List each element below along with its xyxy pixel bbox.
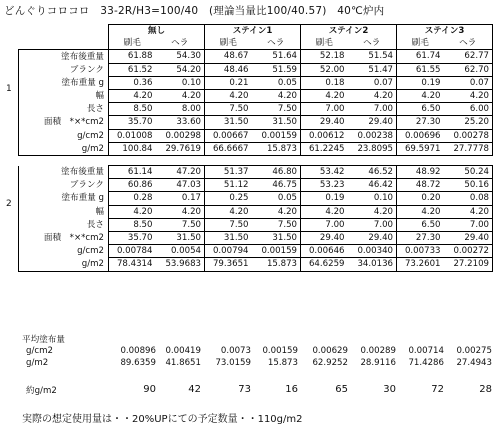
table-row: [19, 179, 493, 192]
value-cell: 46.75: [252, 179, 301, 192]
value-cell: 51.37: [205, 166, 252, 179]
table-row: [19, 205, 493, 218]
subheader-row: [19, 37, 493, 50]
value-cell: 4.20: [109, 90, 156, 103]
value-cell: 33.60: [156, 116, 205, 129]
column-group-header: 無し: [109, 25, 205, 38]
value-cell: 0.17: [156, 192, 205, 205]
value-cell: 16: [285, 384, 298, 395]
table-row: [19, 166, 493, 179]
value-cell: 29.40: [348, 116, 397, 129]
value-cell: 0.00714: [408, 346, 444, 356]
value-cell: 6.50: [397, 218, 444, 231]
table-row: [19, 50, 493, 63]
table-row: [19, 116, 493, 129]
table-row: [19, 142, 493, 155]
value-cell: 51.59: [252, 63, 301, 76]
corner-cell: [19, 25, 109, 38]
value-cell: 61.52: [109, 63, 156, 76]
value-cell: 0.01008: [109, 129, 156, 142]
value-cell: 47.03: [156, 179, 205, 192]
row-label: 約g/m2: [26, 386, 57, 396]
row-label: 面積 *×*cm2: [19, 232, 109, 245]
average-heading: 平均塗布量: [22, 335, 65, 345]
value-cell: 50.24: [444, 166, 493, 179]
row-label: 面積 *×*cm2: [19, 116, 109, 129]
row-label: 長さ: [19, 103, 109, 116]
value-cell: 4.20: [301, 205, 348, 218]
value-cell: 53.23: [301, 179, 348, 192]
value-cell: 28.9116: [360, 358, 396, 368]
column-group-header: ステイン1: [205, 25, 301, 38]
value-cell: 62.70: [444, 63, 493, 76]
table-row: [19, 90, 493, 103]
table-row: [19, 192, 493, 205]
value-cell: 0.00238: [348, 129, 397, 142]
header-row: [19, 25, 493, 38]
value-cell: 31.50: [252, 116, 301, 129]
table-row: [19, 218, 493, 231]
value-cell: 23.8095: [348, 142, 397, 155]
value-cell: 31.50: [252, 232, 301, 245]
value-cell: 73.0159: [215, 358, 251, 368]
table-row: [19, 245, 493, 258]
page-title: どんぐりコロコロ 33-2R/H3=100/40 (理論当量比100/40.57) 40℃炉内: [4, 5, 385, 17]
row-label: 塗布重量 g: [19, 76, 109, 89]
value-cell: 27.7778: [444, 142, 493, 155]
row-label: 幅: [19, 90, 109, 103]
value-cell: 8.50: [109, 103, 156, 116]
value-cell: 0.00794: [205, 245, 252, 258]
value-cell: 8.50: [109, 218, 156, 231]
value-cell: 53.9683: [156, 258, 205, 271]
value-cell: 54.30: [156, 50, 205, 63]
column-subheader: ヘラ: [156, 37, 205, 50]
value-cell: 78.4314: [109, 258, 156, 271]
value-cell: 7.00: [444, 218, 493, 231]
value-cell: 0.00629: [312, 346, 348, 356]
value-cell: 54.20: [156, 63, 205, 76]
value-cell: 65: [335, 384, 348, 395]
value-cell: 7.50: [205, 218, 252, 231]
value-cell: 7.00: [301, 103, 348, 116]
column-group-header: ステイン2: [301, 25, 397, 38]
value-cell: 61.14: [109, 166, 156, 179]
table-row: [19, 63, 493, 76]
value-cell: 61.55: [397, 63, 444, 76]
value-cell: 0.21: [205, 76, 252, 89]
column-subheader: ヘラ: [252, 37, 301, 50]
value-cell: 15.873: [267, 358, 298, 368]
column-subheader: 刷毛: [397, 37, 444, 50]
value-cell: 6.50: [397, 103, 444, 116]
value-cell: 0.05: [252, 76, 301, 89]
value-cell: 0.00278: [444, 129, 493, 142]
row-label: 塗布後重量: [19, 50, 109, 63]
value-cell: 50.16: [444, 179, 493, 192]
value-cell: 15.873: [252, 142, 301, 155]
value-cell: 48.67: [205, 50, 252, 63]
value-cell: 7.50: [252, 218, 301, 231]
value-cell: 4.20: [205, 90, 252, 103]
value-cell: 15.873: [252, 258, 301, 271]
value-cell: 7.50: [205, 103, 252, 116]
column-subheader: 刷毛: [301, 37, 348, 50]
footer-note: 実際の想定使用量は・・20%UPにての予定数量・・110g/m2: [22, 414, 303, 425]
value-cell: 4.20: [252, 90, 301, 103]
value-cell: 4.20: [205, 205, 252, 218]
value-cell: 62.77: [444, 50, 493, 63]
column-subheader: 刷毛: [109, 37, 156, 50]
value-cell: 46.42: [348, 179, 397, 192]
value-cell: 4.20: [156, 90, 205, 103]
value-cell: 0.00896: [120, 346, 156, 356]
table-row: [19, 103, 493, 116]
value-cell: 7.00: [348, 103, 397, 116]
value-cell: 4.20: [397, 90, 444, 103]
value-cell: 29.40: [444, 232, 493, 245]
value-cell: 30: [383, 384, 396, 395]
table-row: [19, 232, 493, 245]
value-cell: 4.20: [397, 205, 444, 218]
value-cell: 69.5971: [397, 142, 444, 155]
value-cell: 0.28: [109, 192, 156, 205]
value-cell: 0.00646: [301, 245, 348, 258]
value-cell: 0.00272: [444, 245, 493, 258]
row-label: 幅: [19, 205, 109, 218]
value-cell: 0.07: [348, 76, 397, 89]
value-cell: 25.20: [444, 116, 493, 129]
row-label: g/m2: [26, 358, 49, 368]
value-cell: 73: [238, 384, 251, 395]
row-label: g/m2: [19, 142, 109, 155]
data-table: [18, 24, 493, 272]
value-cell: 100.84: [109, 142, 156, 155]
value-cell: 0.19: [397, 76, 444, 89]
value-cell: 6.00: [444, 103, 493, 116]
value-cell: 27.4943: [456, 358, 492, 368]
value-cell: 0.10: [348, 192, 397, 205]
value-cell: 31.50: [205, 232, 252, 245]
row-label: 塗布重量 g: [19, 192, 109, 205]
value-cell: 51.47: [348, 63, 397, 76]
value-cell: 35.70: [109, 116, 156, 129]
value-cell: 0.19: [301, 192, 348, 205]
value-cell: 61.88: [109, 50, 156, 63]
value-cell: 66.6667: [205, 142, 252, 155]
value-cell: 0.18: [301, 76, 348, 89]
value-cell: 51.54: [348, 50, 397, 63]
value-cell: 35.70: [109, 232, 156, 245]
column-subheader: 刷毛: [205, 37, 252, 50]
value-cell: 0.07: [444, 76, 493, 89]
value-cell: 61.2245: [301, 142, 348, 155]
row-label: g/m2: [19, 258, 109, 271]
value-cell: 46.52: [348, 166, 397, 179]
block-label-2: 2: [6, 199, 12, 209]
value-cell: 0.00340: [348, 245, 397, 258]
average-row-gm2: [18, 358, 492, 370]
row-label: g/cm2: [26, 346, 53, 356]
value-cell: 0.00159: [252, 245, 301, 258]
value-cell: 29.7619: [156, 142, 205, 155]
value-cell: 90: [143, 384, 156, 395]
value-cell: 89.6359: [120, 358, 156, 368]
value-cell: 60.86: [109, 179, 156, 192]
value-cell: 51.12: [205, 179, 252, 192]
value-cell: 7.50: [252, 103, 301, 116]
value-cell: 0.00733: [397, 245, 444, 258]
value-cell: 8.00: [156, 103, 205, 116]
row-label: 塗布後重量: [19, 166, 109, 179]
value-cell: 41.8651: [165, 358, 201, 368]
value-cell: 48.46: [205, 63, 252, 76]
column-subheader: ヘラ: [348, 37, 397, 50]
value-cell: 0.00696: [397, 129, 444, 142]
value-cell: 4.20: [444, 90, 493, 103]
value-cell: 51.64: [252, 50, 301, 63]
value-cell: 61.74: [397, 50, 444, 63]
value-cell: 29.40: [348, 232, 397, 245]
value-cell: 73.2601: [397, 258, 444, 271]
value-cell: 27.30: [397, 232, 444, 245]
value-cell: 29.40: [301, 232, 348, 245]
value-cell: 46.80: [252, 166, 301, 179]
value-cell: 52.18: [301, 50, 348, 63]
value-cell: 0.00275: [456, 346, 492, 356]
value-cell: 7.00: [301, 218, 348, 231]
value-cell: 0.08: [444, 192, 493, 205]
block-label-1: 1: [6, 84, 12, 94]
value-cell: 0.36: [109, 76, 156, 89]
row-label: ブランク: [19, 63, 109, 76]
value-cell: 0.00289: [360, 346, 396, 356]
value-cell: 0.20: [397, 192, 444, 205]
value-cell: 7.50: [156, 218, 205, 231]
value-cell: 4.20: [252, 205, 301, 218]
column-group-header: ステイン3: [397, 25, 493, 38]
value-cell: 0.00159: [262, 346, 298, 356]
value-cell: 4.20: [348, 205, 397, 218]
value-cell: 72: [431, 384, 444, 395]
value-cell: 0.10: [156, 76, 205, 89]
spacer-cell: [19, 156, 493, 166]
table-row: [19, 258, 493, 271]
value-cell: 0.05: [252, 192, 301, 205]
average-row-gcm2: [18, 346, 492, 358]
value-cell: 7.00: [348, 218, 397, 231]
value-cell: 0.00159: [252, 129, 301, 142]
value-cell: 0.0054: [156, 245, 205, 258]
value-cell: 28: [479, 384, 492, 395]
value-cell: 34.0136: [348, 258, 397, 271]
value-cell: 29.40: [301, 116, 348, 129]
corner-cell: [19, 37, 109, 50]
value-cell: 53.42: [301, 166, 348, 179]
row-label: g/cm2: [19, 245, 109, 258]
value-cell: 0.00419: [165, 346, 201, 356]
value-cell: 47.20: [156, 166, 205, 179]
value-cell: 0.00298: [156, 129, 205, 142]
value-cell: 31.50: [156, 232, 205, 245]
value-cell: 27.2109: [444, 258, 493, 271]
table-row: [19, 76, 493, 89]
value-cell: 62.9252: [312, 358, 348, 368]
value-cell: 4.20: [109, 205, 156, 218]
value-cell: 4.20: [301, 90, 348, 103]
approx-row: [18, 384, 492, 396]
value-cell: 4.20: [444, 205, 493, 218]
row-label: g/cm2: [19, 129, 109, 142]
row-label: ブランク: [19, 179, 109, 192]
value-cell: 0.00784: [109, 245, 156, 258]
value-cell: 4.20: [348, 90, 397, 103]
value-cell: 71.4286: [408, 358, 444, 368]
value-cell: 48.92: [397, 166, 444, 179]
value-cell: 0.25: [205, 192, 252, 205]
value-cell: 0.00612: [301, 129, 348, 142]
value-cell: 52.00: [301, 63, 348, 76]
value-cell: 27.30: [397, 116, 444, 129]
value-cell: 0.0073: [220, 346, 251, 356]
row-label: 長さ: [19, 218, 109, 231]
value-cell: 0.00667: [205, 129, 252, 142]
value-cell: 42: [188, 384, 201, 395]
value-cell: 64.6259: [301, 258, 348, 271]
value-cell: 48.72: [397, 179, 444, 192]
value-cell: 4.20: [156, 205, 205, 218]
column-subheader: ヘラ: [444, 37, 493, 50]
table-row: [19, 129, 493, 142]
block-spacer: [19, 156, 493, 166]
value-cell: 79.3651: [205, 258, 252, 271]
value-cell: 31.50: [205, 116, 252, 129]
